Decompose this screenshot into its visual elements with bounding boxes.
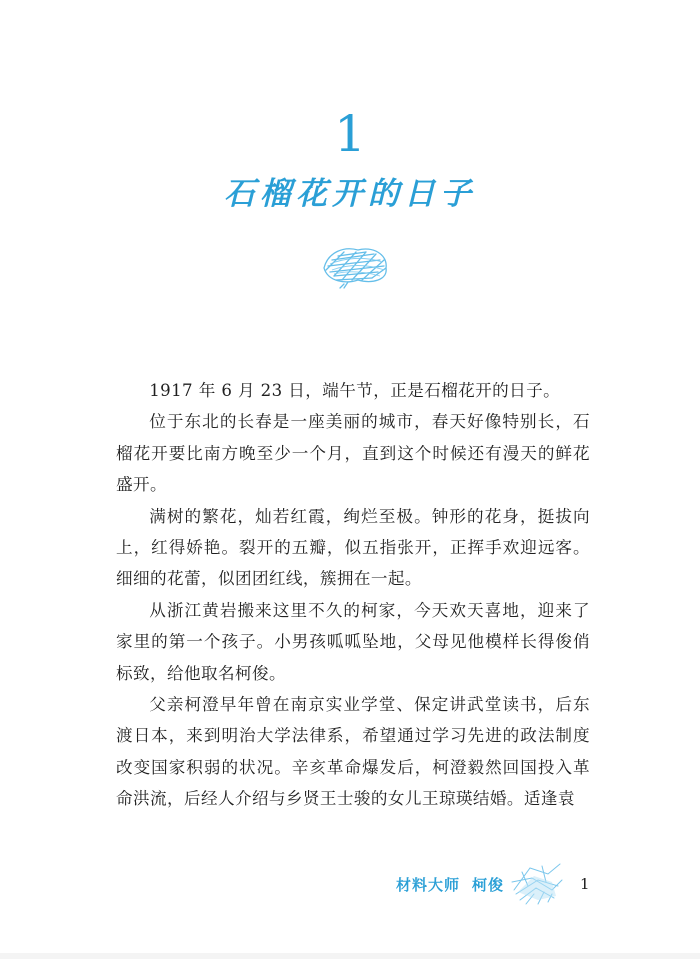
paragraph: 从浙江黄岩搬来这里不久的柯家，今天欢天喜地，迎来了家里的第一个孩子。小男孩呱呱坠地，父母见他模样长得俊俏标致，给他取名柯俊。 <box>116 600 590 683</box>
blue-sketch-decoration-icon <box>508 860 566 908</box>
paragraph: 满树的繁花，灿若红霞，绚烂至极。钟形的花身，挺拔向上，红得娇艳。裂开的五瓣，似五指张开，正挥手欢迎远客。细细的花蕾，似团团红线，簇拥在一起。 <box>116 506 590 589</box>
chapter-number: 1 <box>334 105 366 163</box>
chapter-title: 石榴花开的日子 <box>224 176 476 212</box>
page-number: 1 <box>580 875 590 893</box>
blue-crayon-scribble-icon <box>314 238 394 290</box>
footer-name: 柯俊 <box>472 876 505 894</box>
running-footer <box>396 874 516 895</box>
chapter-body <box>116 375 590 815</box>
footer-series: 材料大师 <box>396 876 461 894</box>
paragraph: 1917 年 6 月 23 日，端午节，正是石榴花开的日子。 <box>149 381 561 400</box>
paragraph: 父亲柯澄早年曾在南京实业学堂、保定讲武堂读书，后东渡日本，来到明治大学法律系，希望通过学习先进的政法制度改变国家积弱的状况。辛亥革命爆发后，柯澄毅然回国投入革命洪流，后经人介绍与乡贤王士骏的女儿王琼瑛结婚。适逢袁 <box>116 695 590 809</box>
paragraph: 位于东北的长春是一座美丽的城市，春天好像特别长，石榴花开要比南方晚至少一个月，直到这个时候还有漫天的鲜花盛开。 <box>116 412 590 495</box>
page-bottom-edge <box>0 953 700 959</box>
